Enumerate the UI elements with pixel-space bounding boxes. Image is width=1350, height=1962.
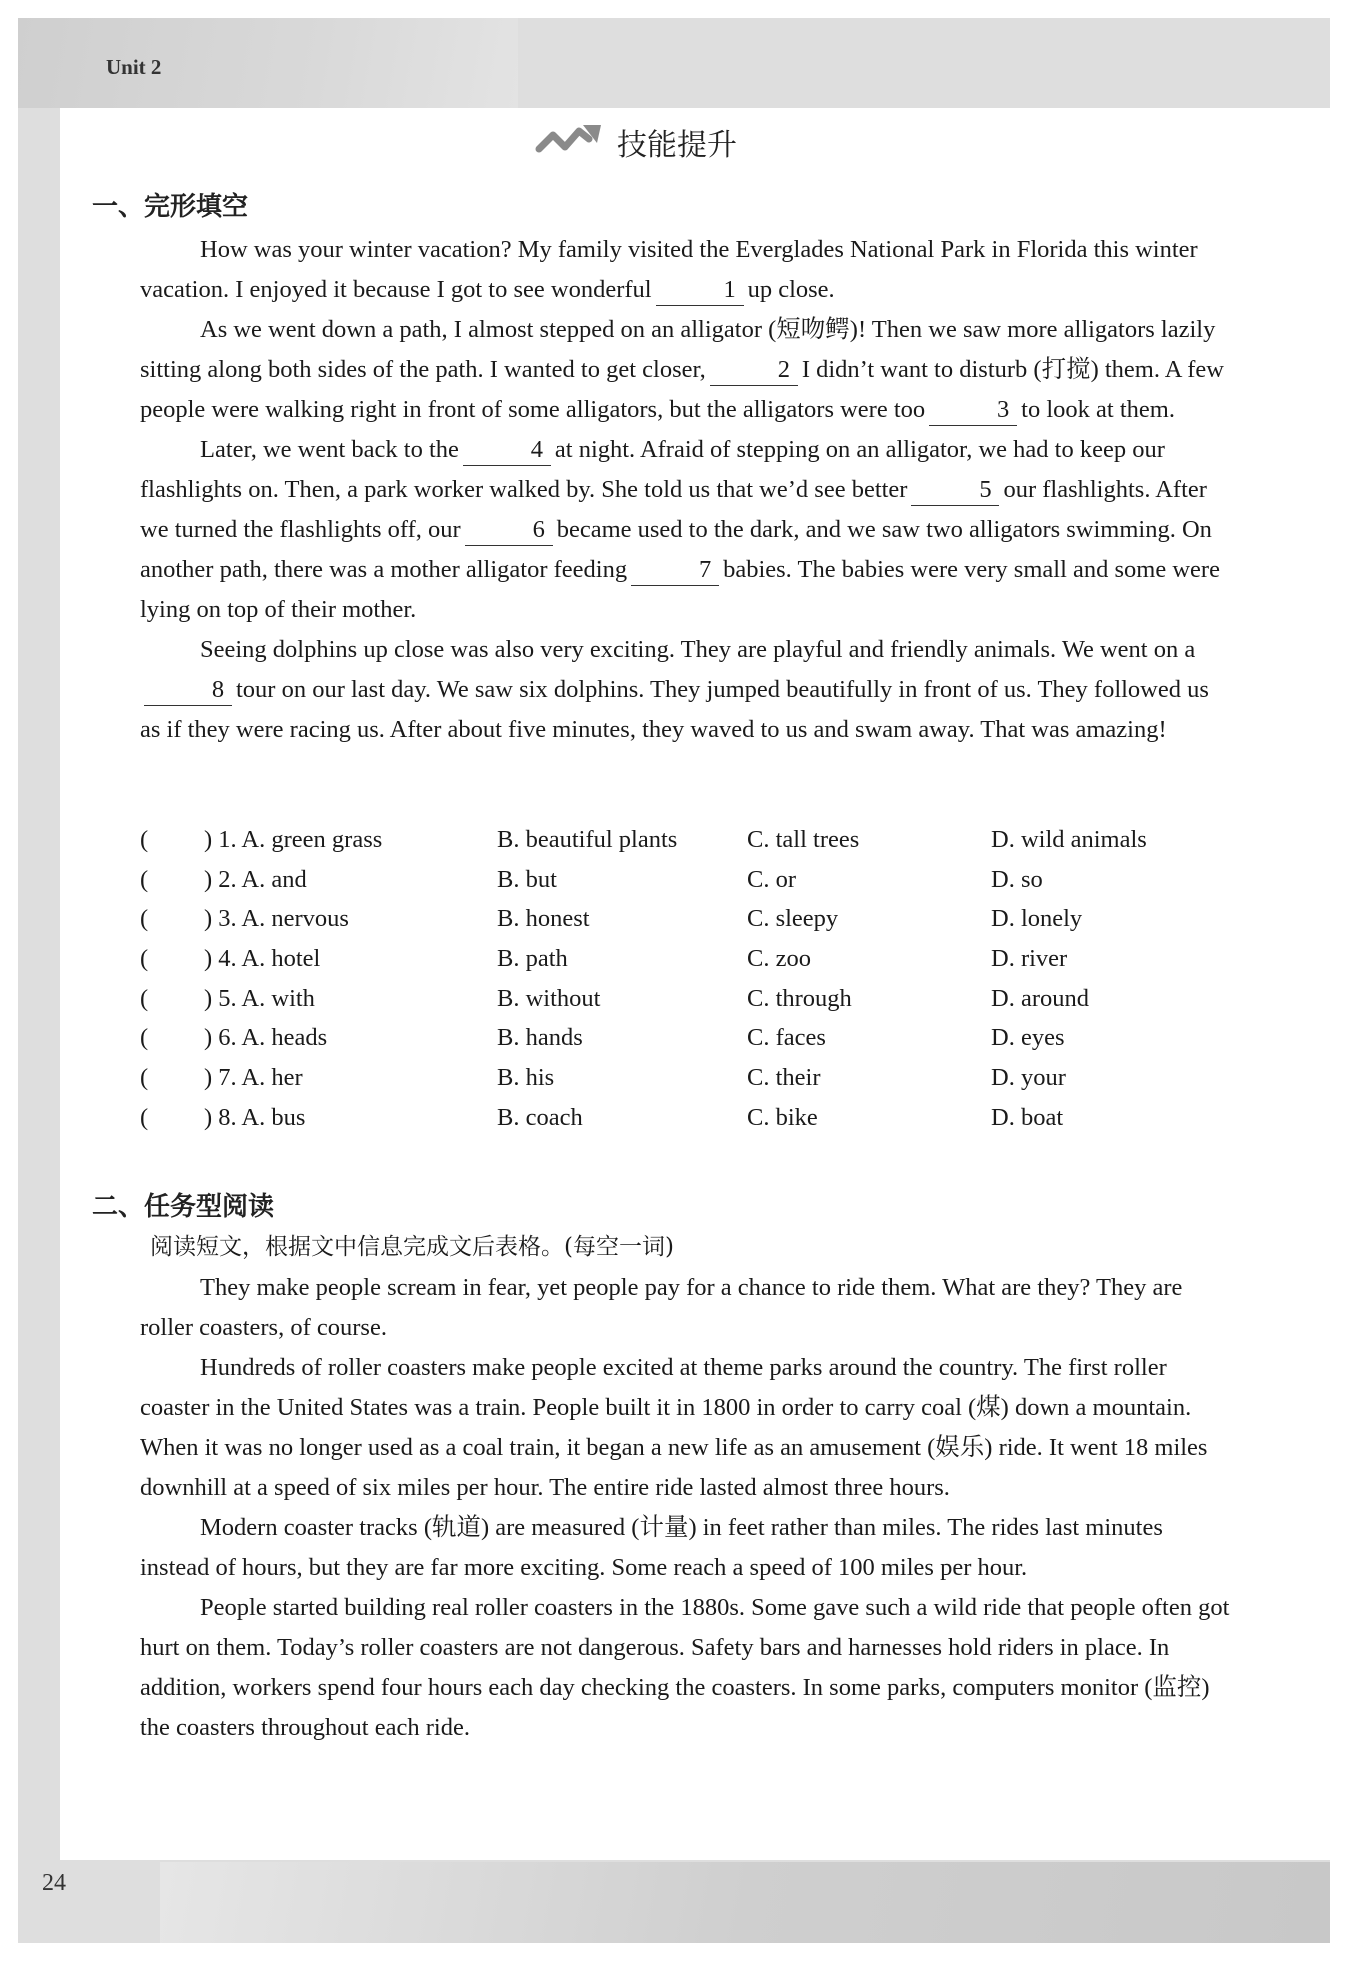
option-d: D. your (991, 1064, 1066, 1092)
option-d: D. river (991, 945, 1068, 973)
answer-paren[interactable]: ( (140, 945, 149, 973)
option-c: C. tall trees (747, 826, 860, 853)
paragraph: Hundreds of roller coasters make people excited at theme parks around the country. The first roller coaster in the United States was a train. People built it in 1800 in order to carry coal (煤) down a mountain. When it was no longer used as a coal train, it began a new life as an amusement (娱乐) ride. It went 18 miles downhill at a speed of six miles per hour. The entire ride lasted almost three hours. (140, 1354, 1208, 1501)
option-d: D. eyes (991, 1024, 1065, 1052)
option-a: ) 2. A. and (204, 865, 307, 893)
option-c: C. sleepy (747, 905, 839, 933)
answer-options (140, 826, 1240, 1144)
answer-paren[interactable]: ( (140, 826, 149, 853)
option-a: ) 3. A. nervous (204, 905, 349, 933)
question-row (140, 866, 1240, 906)
option-c: C. bike (747, 1103, 818, 1131)
option-b: B. his (497, 1064, 555, 1092)
paragraph: Seeing dolphins up close was also very exciting. They are playful and friendly animals. We went on a8 tour on our last day. We saw six dolphins. They jumped beautifully in front of us. They followed us as if they were racing us. After about five minutes, they waved to us and swam away. That was amazing! (140, 636, 1209, 743)
option-b: B. honest (497, 905, 590, 933)
option-b: B. coach (497, 1103, 583, 1131)
instruction: 阅读短文，根据文中信息完成文后表格。(每空一词) (150, 1234, 674, 1260)
blank-8[interactable]: 8 (144, 675, 232, 706)
option-a: ) 4. A. hotel (204, 945, 321, 973)
option-a: ) 5. A. with (204, 984, 315, 1012)
option-b: B. but (497, 865, 557, 893)
paragraph: Modern coaster tracks (轨道) are measured (计量) in feet rather than miles. The rides last minutes instead of hours, but they are far more exciting. Some reach a speed of 100 miles per hour. (140, 1514, 1163, 1581)
question-row (140, 1104, 1240, 1144)
section1-heading: 一、完形填空 (92, 192, 249, 222)
option-b: B. without (497, 984, 601, 1012)
option-d: D. boat (991, 1103, 1064, 1131)
question-row (140, 1024, 1240, 1064)
option-c: C. or (747, 865, 796, 893)
paragraph: They make people scream in fear, yet people pay for a chance to ride them. What are they? They are roller coasters, of course. (140, 1274, 1183, 1341)
paragraph: Later, we went back to the 4 at night. Afraid of stepping on an alligator, we had to keep our flashlights on. Then, a park worker walked by. She told us that we’d see better 5 our flashlights. After we turned the flashlights off, our 6 became used to the dark, and we saw two alligators swimming. On another path, there was a mother alligator feeding 7 babies. The babies were very small and some were lying on top of their mother. (140, 436, 1220, 623)
header-band (18, 18, 518, 108)
option-d: D. wild animals (991, 826, 1147, 853)
blank-3[interactable]: 3 (929, 395, 1017, 426)
footer-band (160, 1862, 1330, 1943)
option-a: ) 8. A. bus (204, 1103, 306, 1131)
option-c: C. through (747, 984, 852, 1012)
answer-paren[interactable]: ( (140, 1064, 149, 1092)
option-d: D. so (991, 865, 1043, 893)
blank-5[interactable]: 5 (911, 475, 999, 506)
section-title (535, 120, 737, 164)
question-row (140, 826, 1240, 866)
paragraph: How was your winter vacation? My family visited the Everglades National Park in Florida this winter vacation. I enjoyed it because I got to see wonderful 1 up close. (140, 230, 1230, 310)
option-d: D. around (991, 984, 1089, 1012)
page-number: 24 (42, 1870, 66, 1896)
option-a: ) 6. A. heads (204, 1024, 328, 1052)
paragraph: People started building real roller coasters in the 1880s. Some gave such a wild ride that people often got hurt on them. Today’s roller coasters are not dangerous. Safety bars and harnesses hold riders in place. In addition, workers spend four hours each day checking the coasters. In some parks, computers monitor (监控) the coasters throughout each ride. (140, 1594, 1230, 1741)
reading-passage (140, 1268, 1230, 1748)
answer-paren[interactable]: ( (140, 1024, 149, 1052)
question-row (140, 1064, 1240, 1104)
unit-label: Unit 2 (106, 55, 162, 79)
option-b: B. beautiful plants (497, 826, 678, 853)
cloze-passage (140, 230, 1230, 750)
option-b: B. path (497, 945, 568, 973)
blank-6[interactable]: 6 (465, 515, 553, 546)
section2-heading: 二、任务型阅读 (92, 1192, 275, 1222)
page-title: 技能提升 (617, 128, 737, 163)
option-c: C. their (747, 1064, 821, 1092)
option-a: ) 7. A. her (204, 1064, 303, 1092)
answer-paren[interactable]: ( (140, 984, 149, 1012)
trend-arrow-icon (535, 123, 603, 161)
question-row (140, 985, 1240, 1025)
answer-paren[interactable]: ( (140, 865, 149, 893)
question-row (140, 905, 1240, 945)
answer-paren[interactable]: ( (140, 1103, 149, 1131)
option-c: C. faces (747, 1024, 826, 1052)
answer-paren[interactable]: ( (140, 905, 149, 933)
blank-4[interactable]: 4 (463, 435, 551, 466)
paragraph: As we went down a path, I almost stepped on an alligator (短吻鳄)! Then we saw more alligators lazily sitting along both sides of the path. I wanted to get closer, 2 I didn’t want to disturb (打搅) them. A few people were walking right in front of some alligators, but the alligators were too 3 to look at them. (140, 310, 1230, 430)
blank-7[interactable]: 7 (631, 555, 719, 586)
option-d: D. lonely (991, 905, 1083, 933)
blank-1[interactable]: 1 (656, 275, 744, 306)
option-b: B. hands (497, 1024, 583, 1052)
blank-2[interactable]: 2 (710, 355, 798, 386)
option-a: ) 1. A. green grass (204, 826, 383, 853)
question-row (140, 945, 1240, 985)
option-c: C. zoo (747, 945, 811, 973)
